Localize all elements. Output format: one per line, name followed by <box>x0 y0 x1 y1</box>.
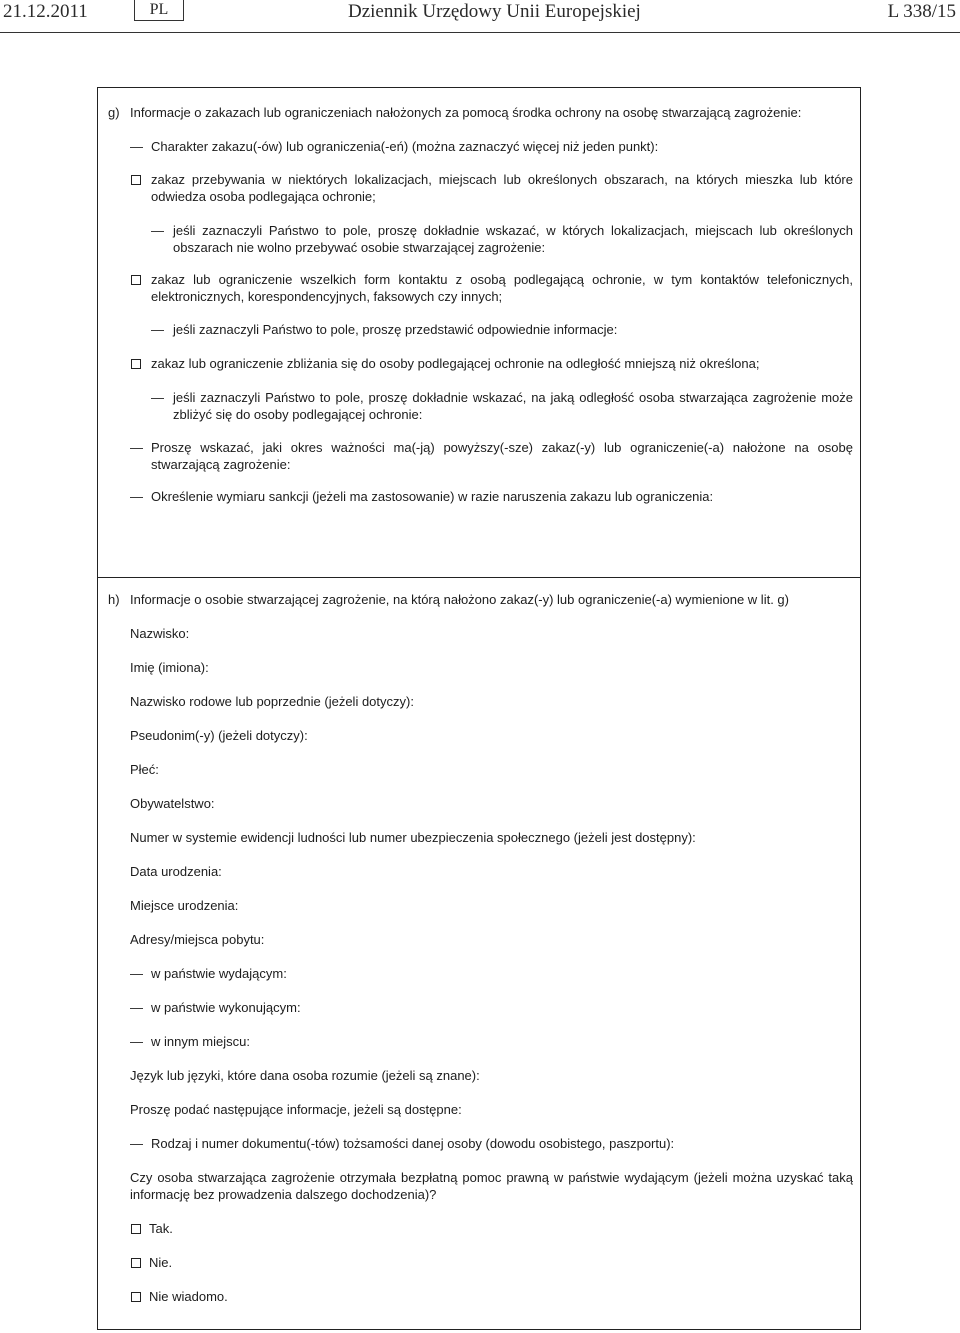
first-names-label: Imię (imiona): <box>130 660 209 675</box>
journal-title: Dziennik Urzędowy Unii Europejskiej <box>348 1 641 22</box>
section-divider <box>97 577 861 578</box>
checkbox-stay-ban[interactable] <box>131 175 141 185</box>
dash: — <box>130 966 143 981</box>
address-issuing-state-label: w państwie wydającym: <box>151 966 287 981</box>
option-unknown-label: Nie wiadomo. <box>149 1289 228 1304</box>
option-approach-ban-details: jeśli zaznaczyli Państwo to pole, proszę dokładnie wskazać, na jaką odległość osoba stwarzająca zagrożenie może zbliżyć się do osoby podlegającej ochronie: <box>173 390 853 422</box>
checkbox-approach-ban[interactable] <box>131 359 141 369</box>
id-document-label: Rodzaj i numer dokumentu(-tów) tożsamości danej osoby (dowodu osobistego, paszportu): <box>151 1136 675 1151</box>
dash: — <box>130 1034 143 1049</box>
language-badge: PL <box>134 0 184 21</box>
dash: — <box>151 223 164 238</box>
checkbox-yes[interactable] <box>131 1224 141 1234</box>
birth-place-label: Miejsce urodzenia: <box>130 898 239 913</box>
page-number: L 338/15 <box>887 1 956 22</box>
sanctions-label: Określenie wymiaru sankcji (jeżeli ma zastosowanie) w razie naruszenia zakazu lub ograniczenia: <box>151 489 714 504</box>
address-other-label: w innym miejscu: <box>151 1034 250 1049</box>
languages-label: Język lub języki, które dana osoba rozumie (jeżeli są znane): <box>130 1068 480 1083</box>
section-g-label: g) <box>108 105 120 120</box>
alias-label: Pseudonim(-y) (jeżeli dotyczy): <box>130 728 308 743</box>
dash: — <box>130 139 143 154</box>
sex-label: Płeć: <box>130 762 159 777</box>
birth-name-label: Nazwisko rodowe lub poprzednie (jeżeli dotyczy): <box>130 694 414 709</box>
section-h-heading: Informacje o osobie stwarzającej zagrożenie, na którą nałożono zakaz(-y) lub ograniczenie(-a) wymienione w lit. g) <box>130 592 789 607</box>
publication-date: 21.12.2011 <box>3 1 88 22</box>
legal-aid-question: Czy osoba stwarzająca zagrożenie otrzymała bezpłatną pomoc prawną w państwie wydającym (jeżeli można uzyskać taką informację bez prowadzenia dalszego dochodzenia)? <box>130 1170 853 1202</box>
dash: — <box>151 390 164 405</box>
dash: — <box>151 322 164 337</box>
option-stay-ban-details: jeśli zaznaczyli Państwo to pole, proszę dokładnie wskazać, w których lokalizacjach, miejscach lub określonych obszarach nie wolno przebywać osobie stwarzającej zagrożenie: <box>173 223 853 255</box>
dash: — <box>130 1000 143 1015</box>
nationality-label: Obywatelstwo: <box>130 796 215 811</box>
dash: — <box>130 489 143 504</box>
birth-date-label: Data urodzenia: <box>130 864 222 879</box>
page-header <box>0 0 960 32</box>
option-approach-ban: zakaz lub ograniczenie zbliżania się do osoby podlegającej ochronie na odległość mniejszą niż określona; <box>151 356 760 371</box>
checkbox-unknown[interactable] <box>131 1292 141 1302</box>
provide-info-label: Proszę podać następujące informacje, jeżeli są dostępne: <box>130 1102 462 1117</box>
section-g-heading: Informacje o zakazach lub ograniczeniach nałożonych za pomocą środka ochrony na osobę stwarzającą zagrożenie: <box>130 105 802 120</box>
checkbox-no[interactable] <box>131 1258 141 1268</box>
restriction-nature-label: Charakter zakazu(-ów) lub ograniczenia(-eń) (można zaznaczyć więcej niż jeden punkt): <box>151 139 659 154</box>
dash: — <box>130 1136 143 1151</box>
option-yes-label: Tak. <box>149 1221 173 1236</box>
id-number-label: Numer w systemie ewidencji ludności lub numer ubezpieczenia społecznego (jeżeli jest dostępny): <box>130 830 696 845</box>
address-executing-state-label: w państwie wykonującym: <box>151 1000 301 1015</box>
option-contact-ban-details: jeśli zaznaczyli Państwo to pole, proszę przedstawić odpowiednie informacje: <box>173 322 618 337</box>
addresses-label: Adresy/miejsca pobytu: <box>130 932 265 947</box>
section-h-label: h) <box>108 592 120 607</box>
header-rule <box>0 32 960 33</box>
option-contact-ban: zakaz lub ograniczenie wszelkich form kontaktu z osobą podlegającą ochronie, w tym kontaktów telefonicznych, elektronicznych, korespondencyjnych, faksowych czy innych; <box>151 272 853 304</box>
validity-period-label: Proszę wskazać, jaki okres ważności ma(-ją) powyższy(-sze) zakaz(-y) lub ograniczenie(-a) nałożone na osobę stwarzającą zagrożenie: <box>151 440 853 472</box>
option-stay-ban: zakaz przebywania w niektórych lokalizacjach, miejscach lub określonych obszarach, na których mieszka lub które odwiedza osoba podlegająca ochronie; <box>151 172 853 204</box>
dash: — <box>130 440 143 455</box>
option-no-label: Nie. <box>149 1255 173 1270</box>
checkbox-contact-ban[interactable] <box>131 275 141 285</box>
surname-label: Nazwisko: <box>130 626 190 641</box>
